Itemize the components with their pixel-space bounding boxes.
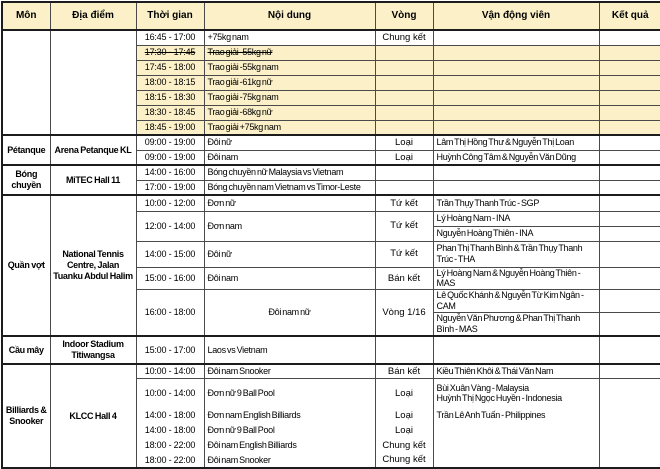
time-cell: 18:15 - 18:30	[136, 90, 204, 105]
round-cell: Chung kết	[375, 453, 433, 468]
time-cell: 09:00 - 19:00	[136, 150, 204, 165]
athletes-cell: Lý Hoàng Nam & Nguyễn Hoàng Thiên - MAS	[433, 267, 599, 290]
time-cell: 18:00 - 22:00	[136, 453, 204, 468]
athletes-cell	[433, 75, 599, 90]
round-cell	[375, 165, 433, 180]
event-cell: Đôi nam Snooker	[204, 453, 375, 468]
time-cell: 17:45 - 18:00	[136, 60, 204, 75]
sport-cell: Billiards & Snooker	[2, 364, 50, 468]
round-cell: Vòng 1/16	[375, 290, 433, 337]
result-cell	[599, 195, 660, 211]
time-cell: 18:00 - 18:15	[136, 75, 204, 90]
result-cell	[599, 364, 660, 378]
venue-cell: Indoor Stadium Titiwangsa	[50, 336, 136, 364]
schedule-table	[1, 1, 660, 469]
event-cell: Trao giải -68kg nữ	[204, 105, 375, 120]
athletes-cell: Lý Hoàng Nam - INA	[433, 211, 599, 226]
athletes-cell: Lâm Thị Hồng Thư & Nguyễn Thị Loan	[433, 135, 599, 150]
event-cell: Đơn nam	[204, 211, 375, 241]
table-row	[2, 364, 660, 378]
result-cell	[599, 378, 660, 408]
event-cell: Đơn nữ 9 Ball Pool	[204, 378, 375, 408]
round-cell: Loại	[375, 408, 433, 423]
time-cell: 14:00 - 18:00	[136, 408, 204, 423]
athlete-line: Huỳnh Thị Ngọc Huyền - Indonesia	[436, 393, 562, 404]
event-cell: +75kg nam	[204, 30, 375, 45]
round-cell	[375, 336, 433, 364]
result-cell	[599, 290, 660, 313]
time-cell: 10:00 - 14:00	[136, 378, 204, 408]
round-cell	[375, 120, 433, 135]
athlete-line: Bùi Xuân Vàng - Malaysia	[436, 382, 529, 393]
event-cell: Trao giải +75kg nam	[204, 120, 375, 135]
event-cell: Đôi nam	[204, 267, 375, 290]
round-cell	[375, 105, 433, 120]
athletes-cell: Kiều Thiên Khôi & Thái Văn Nam	[433, 364, 599, 378]
round-cell: Chung kết	[375, 30, 433, 45]
round-cell	[375, 60, 433, 75]
venue-cell	[50, 30, 136, 135]
table-header-row	[2, 2, 660, 30]
event-cell: Đôi nữ	[204, 135, 375, 150]
result-cell	[599, 336, 660, 364]
athletes-cell	[433, 60, 599, 75]
result-cell	[599, 30, 660, 45]
time-cell: 10:00 - 14:00	[136, 364, 204, 378]
header-cell-athletes: Vận động viên	[433, 2, 599, 30]
round-cell	[375, 75, 433, 90]
time-cell: 16:45 - 17:00	[136, 30, 204, 45]
result-cell	[599, 312, 660, 336]
result-cell	[599, 267, 660, 290]
result-cell	[599, 45, 660, 60]
header-cell-result: Kết quả	[599, 2, 660, 30]
time-cell: 14:00 - 15:00	[136, 241, 204, 267]
time-cell: 16:00 - 18:00	[136, 290, 204, 337]
round-cell: Loại	[375, 150, 433, 165]
athletes-cell	[433, 45, 599, 60]
time-cell: 18:00 - 22:00	[136, 438, 204, 453]
table-row	[2, 336, 660, 364]
result-cell	[599, 150, 660, 165]
table-row	[2, 195, 660, 211]
athletes-cell: Phan Thị Thanh Bình & Trần Thụy Thanh Trúc - THA	[433, 241, 599, 267]
round-cell	[375, 180, 433, 195]
event-cell: Trao giải -55kg nữ	[204, 45, 375, 60]
time-cell: 09:00 - 19:00	[136, 135, 204, 150]
round-cell: Loại	[375, 423, 433, 438]
time-cell: 14:00 - 18:00	[136, 423, 204, 438]
event-cell: Trao giải -55kg nam	[204, 60, 375, 75]
sport-cell: Pétanque	[2, 135, 50, 165]
result-cell	[599, 75, 660, 90]
athletes-cell: Trần Lê Anh Tuấn - Philippines	[433, 408, 599, 423]
event-cell: Bóng chuyền nam Vietnam vs Timor-Leste	[204, 180, 375, 195]
table-row	[2, 165, 660, 180]
athletes-cell	[433, 438, 599, 453]
time-cell: 12:00 - 14:00	[136, 211, 204, 241]
event-cell: Đôi nam Snooker	[204, 364, 375, 378]
athletes-cell: Nguyễn Văn Phương & Phan Thị Thanh Bình - MAS	[433, 312, 599, 336]
result-cell	[599, 438, 660, 453]
time-cell: 17:00 - 19:00	[136, 180, 204, 195]
result-cell	[599, 241, 660, 267]
event-cell: Đơn nam English Billiards	[204, 408, 375, 423]
result-cell	[599, 90, 660, 105]
time-cell: 14:00 - 16:00	[136, 165, 204, 180]
athletes-cell	[433, 105, 599, 120]
header-cell-venue: Địa điểm	[50, 2, 136, 30]
time-cell: 18:45 - 19:00	[136, 120, 204, 135]
event-cell: Đơn nữ 9 Ball Pool	[204, 423, 375, 438]
event-cell: Trao giải -61kg nữ	[204, 75, 375, 90]
athletes-cell	[433, 378, 599, 408]
event-cell: Trao giải -75kg nam	[204, 90, 375, 105]
athletes-cell: Nguyễn Hoàng Thiên - INA	[433, 226, 599, 241]
table-row	[2, 135, 660, 150]
header-cell-event: Nội dung	[204, 2, 375, 30]
venue-cell: Arena Petanque KL	[50, 135, 136, 165]
result-cell	[599, 60, 660, 75]
sport-cell: Cầu mây	[2, 336, 50, 364]
sport-cell: Bóng chuyền	[2, 165, 50, 195]
sport-cell	[2, 30, 50, 135]
athletes-cell	[433, 180, 599, 195]
athletes-cell: Lê Quốc Khánh & Nguyễn Từ Kim Ngân - CAM	[433, 290, 599, 313]
athletes-cell	[433, 453, 599, 468]
result-cell	[599, 105, 660, 120]
result-cell	[599, 408, 660, 423]
venue-cell: National Tennis Centre, Jalan Tuanku Abdul Halim	[50, 195, 136, 336]
round-cell: Tứ kết	[375, 241, 433, 267]
venue-cell: KLCC Hall 4	[50, 364, 136, 468]
header-cell-time: Thời gian	[136, 2, 204, 30]
athletes-cell	[433, 90, 599, 105]
athletes-cell	[433, 336, 599, 364]
athletes-cell	[433, 30, 599, 45]
round-cell: Bán kết	[375, 364, 433, 378]
result-cell	[599, 423, 660, 438]
athletes-cell: Huỳnh Công Tâm & Nguyễn Văn Dũng	[433, 150, 599, 165]
event-cell: Đôi nữ	[204, 241, 375, 267]
round-cell: Tứ kết	[375, 195, 433, 211]
event-cell: Đôi nam nữ	[204, 290, 375, 337]
athletes-cell	[433, 165, 599, 180]
sport-cell: Quần vợt	[2, 195, 50, 336]
header-cell-round: Vòng	[375, 2, 433, 30]
round-cell	[375, 90, 433, 105]
event-cell: Đôi nam	[204, 150, 375, 165]
result-cell	[599, 226, 660, 241]
round-cell: Tứ kết	[375, 211, 433, 241]
result-cell	[599, 165, 660, 180]
round-cell: Loại	[375, 378, 433, 408]
time-cell: 17:30 - 17:45	[136, 45, 204, 60]
event-cell: Bóng chuyền nữ Malaysia vs Vietnam	[204, 165, 375, 180]
athletes-cell	[433, 423, 599, 438]
round-cell: Bán kết	[375, 267, 433, 290]
venue-cell: MiTEC Hall 11	[50, 165, 136, 195]
time-cell: 10:00 - 12:00	[136, 195, 204, 211]
round-cell: Loại	[375, 135, 433, 150]
round-cell: Chung kết	[375, 438, 433, 453]
result-cell	[599, 211, 660, 226]
result-cell	[599, 180, 660, 195]
time-cell: 15:00 - 17:00	[136, 336, 204, 364]
header-cell-mon: Môn	[2, 2, 50, 30]
athletes-cell	[433, 120, 599, 135]
round-cell	[375, 45, 433, 60]
result-cell	[599, 120, 660, 135]
event-cell: Đơn nữ	[204, 195, 375, 211]
result-cell	[599, 135, 660, 150]
table-row	[2, 30, 660, 45]
event-cell: Laos vs Vietnam	[204, 336, 375, 364]
event-cell: Đôi nam English Billiards	[204, 438, 375, 453]
time-cell: 15:00 - 16:00	[136, 267, 204, 290]
result-cell	[599, 453, 660, 468]
time-cell: 18:30 - 18:45	[136, 105, 204, 120]
athletes-cell: Trần Thụy Thanh Trúc - SGP	[433, 195, 599, 211]
